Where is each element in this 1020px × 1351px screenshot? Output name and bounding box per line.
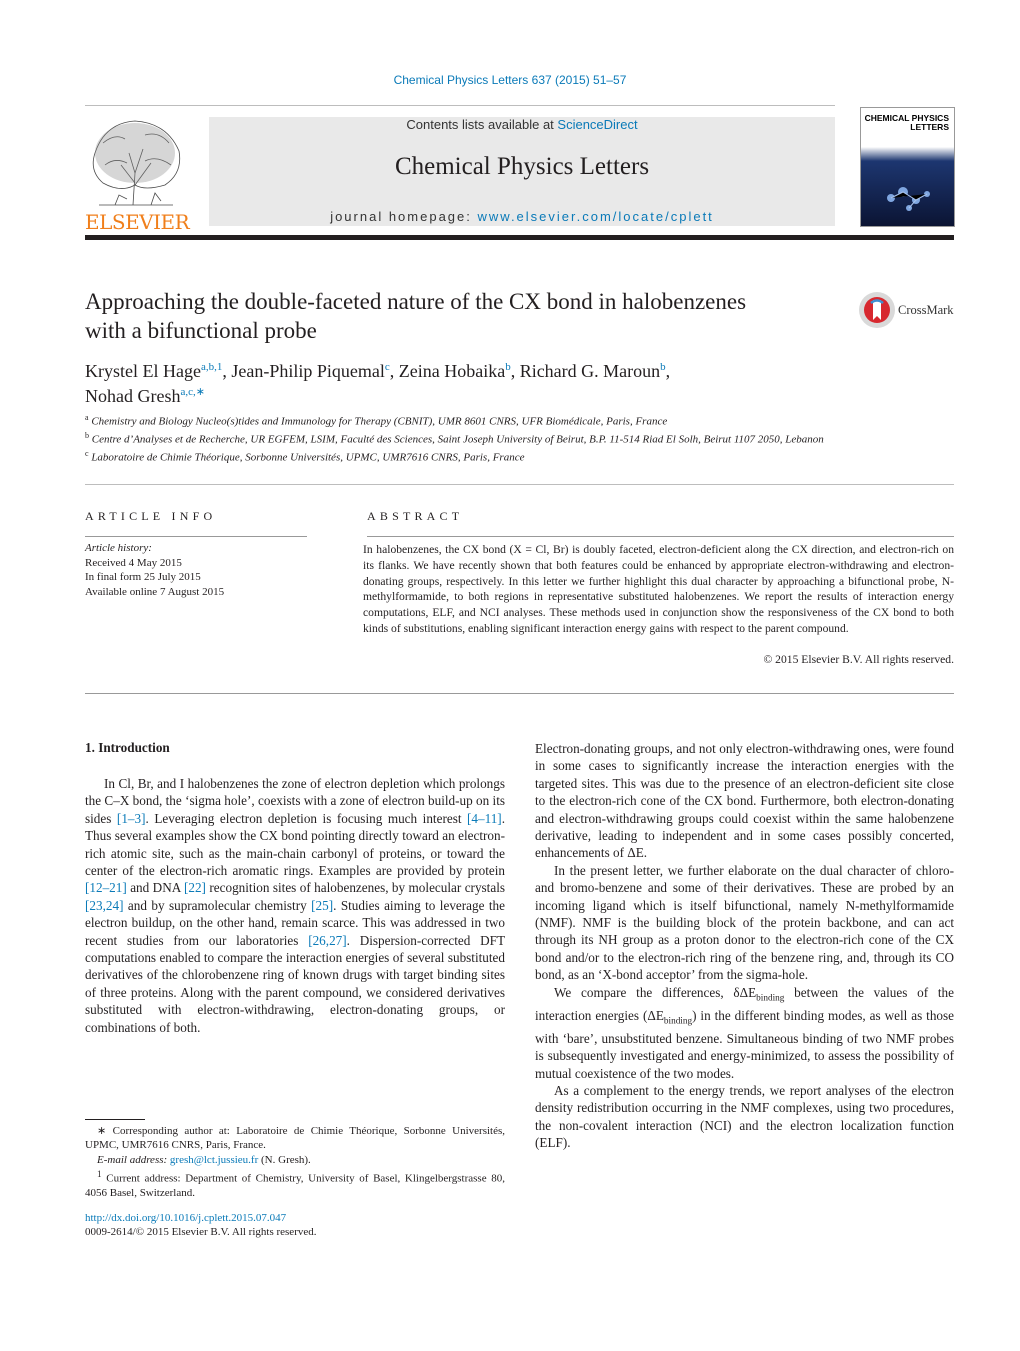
affiliation: $^a$ Chemistry and Biology Nucleo(s)tides and Immunology for Therapy (CBNIT), UMR 8601 CNRS, UFR Biomédicale, Paris, France: [85, 413, 668, 428]
affiliation-rule: [85, 484, 954, 485]
author[interactable]: Zeina Hobaika$^b$,: [398, 361, 520, 381]
paragraph: As a complement to the energy trends, we report analyses of the electron density redistribution occurring in the NMF complexes, using two procedures, the non-covalent interaction (NCI) and the electron localization function (ELF).: [535, 1083, 954, 1151]
journal-reference-link[interactable]: Chemical Physics Letters 637 (2015) 51–57: [393, 73, 627, 87]
affiliation: $^c$ Laboratoire de Chimie Théorique, Sorbonne Universités, UPMC, UMR7616 CNRS, Paris, France: [85, 448, 525, 464]
final-form-date: In final form 25 July 2015: [85, 571, 201, 583]
paragraph: In Cl, Br, and I halobenzenes the zone of electron depletion which prolongs the C–X bond, the ‘sigma hole’, coexists with a zone of electron build-up on its sides [1–3]. Leveraging electron depletion is focusing much interest [4–11]. Thus several examples show the CX bond pointing directly toward an electron-rich atomic site, such as the main-chain carbonyl of proteins, or toward the center of the electron-rich aromatic rings. Examples are provided by protein [12–21] and DNA [22] recognition sites of halobenzenes, by molecular crystals [23,24] and by supramolecular chemistry [25]. Studies aiming to leverage the electron buildup, on the other hand, remain scarce. This was addressed in two recent studies from our laboratories [26,27]. Dispersion-corrected DFT computations enabled to compare the interaction energies of several substituted derivatives of the chlorobenzene ring of known drugs with target binding sites of three proteins. Along with the parent compound, we considered derivatives substituted with electron-withdrawing, electron-donating groups, or combinations of both.: [85, 776, 505, 1035]
author[interactable]: Richard G. Maroun$^b$,: [519, 361, 671, 381]
cover-molecule-image: [861, 168, 954, 226]
received-date: Received 4 May 2015: [85, 556, 182, 569]
citation-link[interactable]: [4–11]: [467, 810, 502, 826]
contents-prefix: Contents lists available at: [406, 117, 558, 132]
footnote-rule: [85, 1119, 145, 1120]
abstract-copyright: © 2015 Elsevier B.V. All rights reserved.: [763, 653, 954, 666]
right-column: [535, 740, 954, 1152]
homepage-prefix: journal homepage:: [330, 209, 478, 224]
author-list: [85, 357, 885, 407]
paragraph: We compare the differences, δΔE$_{binding}$ between the values of the interaction energies $(\Delta E_{binding})$ in the different binding modes, as well as those with ‘bare’, unsubstituted benzene. Simultaneous binding of two NMF probes is subsequently investigated and energy-minimized, to assess the possibility of mutual coexistence of the two modes.: [535, 984, 954, 1081]
online-date: Available online 7 August 2015: [85, 585, 225, 598]
citation-link[interactable]: [1–3]: [116, 810, 146, 826]
homepage-link[interactable]: www.elsevier.com/locate/cplett: [477, 209, 714, 224]
author[interactable]: Krystel El Hage$^{a,b,1}$,: [85, 361, 232, 381]
left-column: [85, 775, 505, 1036]
footnotes: [85, 1124, 505, 1200]
article-info-heading: ARTICLE INFO: [85, 509, 217, 523]
citation-link[interactable]: [12–21]: [85, 880, 127, 896]
contents-line: [209, 117, 835, 132]
citation-link[interactable]: [23,24]: [85, 897, 124, 913]
sciencedirect-link[interactable]: ScienceDirect: [557, 117, 638, 132]
crossmark-label[interactable]: CrossMark: [898, 303, 954, 317]
abstract-rule: [367, 536, 954, 537]
paragraph: In the present letter, we further elaborate on the dual character of chloro- and bromo-benzene and some of their derivatives. These are probed by an incoming ligand which is itself bifunctional, namely N-methylformamide (NMF). NMF is the building block of the protein backbone, and can act through its NH group as a proton donor to the electron-rich cone of the CX bond and/or to the electron-rich ring of the benzene ring, and, through its CO bond, as an ‘X-bond acceptor’ from the sigma-hole.: [535, 862, 954, 983]
email-link[interactable]: gresh@lct.jussieu.fr: [169, 1153, 259, 1166]
article-title: Approaching the double-faceted nature of the CX bond in halobenzenes with a bifunctional probe: [85, 289, 747, 343]
affiliation: $^b$ Centre d’Analyses et de Recherche, UR EGFEM, LSIM, Faculté des Sciences, Saint Joseph University of Beirut, B.P. 11-514 Riad El Solh, Beirut 1107 2050, Lebanon: [85, 430, 824, 446]
citation-link[interactable]: [25]: [311, 897, 334, 913]
abstract-bottom-rule: [85, 693, 954, 694]
citation-link[interactable]: [22]: [183, 880, 206, 896]
cover-title: CHEMICAL PHYSICS LETTERS: [864, 113, 949, 132]
doi-link[interactable]: http://dx.doi.org/10.1016/j.cplett.2015.07.047: [85, 1212, 287, 1224]
history-label: Article history:: [85, 542, 152, 554]
affiliations: [85, 411, 865, 465]
journal-name: Chemical Physics Letters: [394, 153, 650, 180]
issn-copyright: 0009-2614/© 2015 Elsevier B.V. All rights reserved.: [85, 1226, 317, 1238]
abstract-heading: ABSTRACT: [367, 509, 464, 523]
header-thick-rule: [85, 235, 954, 240]
email-note: E-mail address: gresh@lct.jussieu.fr (N. Gresh).: [97, 1153, 311, 1166]
article-info-rule: [85, 536, 307, 537]
corresponding-author-note: ∗ Corresponding author at: Laboratoire de Chimie Théorique, Sorbonne Universités, UPMC, UMR7616 CNRS, Paris, France.: [85, 1125, 506, 1152]
author[interactable]: Nohad Gresh$^{a,c,∗}$: [85, 386, 205, 406]
citation-link[interactable]: [26,27]: [308, 932, 347, 948]
abstract-text: In halobenzenes, the CX bond (X = Cl, Br) is doubly faceted, electron-deficient along the CX direction, and electron-rich on its flanks. We have recently shown that both features could be enhanced by appropriate electron-withdrawing and electron-donating groups, respectively. In this letter we further highlight this dual character by approaching a bifunctional probe, N-methylformamide, to both regions in representative substituted halobenzenes. We report the results of interaction energy computations, ELF, and NCI analyses. These methods used in conjunction show the responsiveness of the CX bond to both kinds of substitutions, enabling significant interaction energy gains with respect to the parent compound.: [363, 543, 954, 635]
elsevier-wordmark: ELSEVIER: [85, 210, 190, 234]
author[interactable]: Jean-Philip Piquemal$^c$,: [231, 361, 399, 381]
header-rule: [85, 105, 835, 106]
journal-homepage: [209, 209, 835, 224]
article-history: [85, 541, 315, 599]
section-heading: 1. Introduction: [85, 740, 170, 755]
journal-cover-thumbnail[interactable]: [860, 107, 955, 227]
paragraph: Electron-donating groups, and not only electron-withdrawing ones, were found in some cases to significantly increase the interaction energies with the targeted sites. This was due to the presence of an electron-deficient site close to the electron-rich cone of the CX bond. Furthermore, both electron-donating and electron-withdrawing groups could coexist within the same halobenzene derivative, leading to independent and in some cases possibly concerted, enhancements of ΔE.: [535, 741, 954, 861]
current-address-note: $^1$ Current address: Department of Chemistry, University of Basel, Klingelbergstrasse 80, 4056 Basel, Switzerland.: [85, 1168, 506, 1199]
